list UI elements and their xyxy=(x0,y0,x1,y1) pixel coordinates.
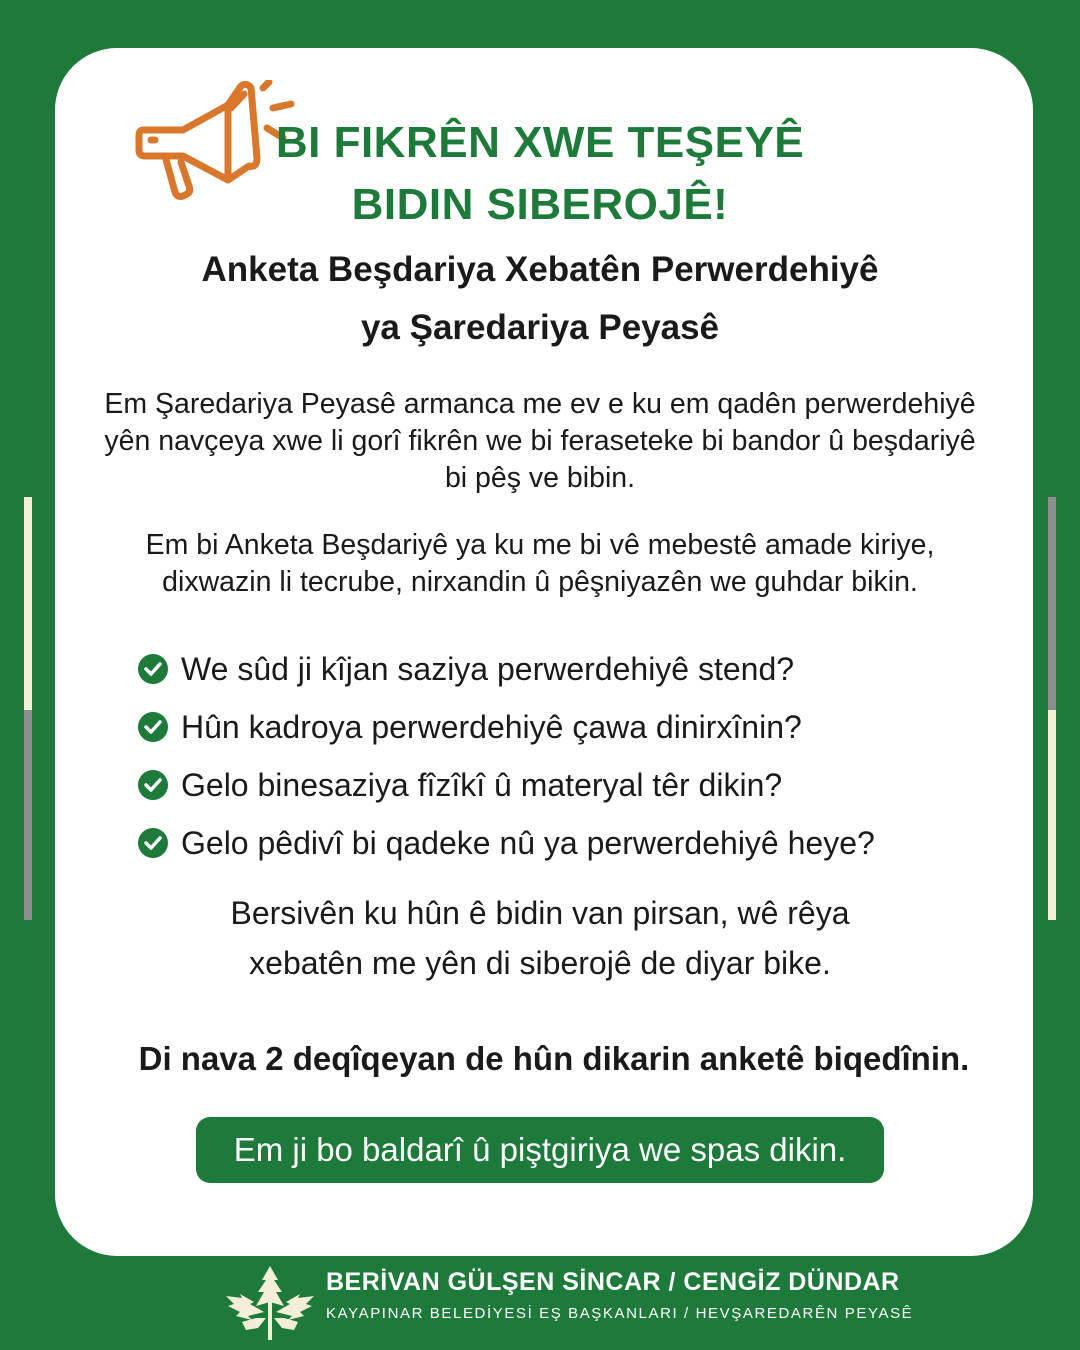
right-edge-bar-gray xyxy=(1048,497,1056,710)
closing-line-2: xebatên me yên di siberojê de diyar bike. xyxy=(249,945,831,981)
headline-line-2: BIDIN SIBEROJÊ! xyxy=(351,180,729,229)
headline-line-1: BI FIKRÊN XWE TEŞEYÊ xyxy=(275,118,805,167)
list-item xyxy=(138,814,998,872)
list-item xyxy=(138,698,998,756)
intro-paragraph-2: Em bi Anketa Beşdariyê ya ku me bi vê mebestê amade kiriye, dixwazin li tecrube, nirxandin û pêşniyazên we guhdar bikin. xyxy=(145,529,935,598)
list-item xyxy=(138,640,998,698)
list-item xyxy=(138,756,998,814)
check-circle-icon xyxy=(138,654,168,684)
right-edge-bar-light xyxy=(1048,710,1056,920)
check-circle-icon xyxy=(138,712,168,742)
left-edge-bar-gray xyxy=(24,710,32,920)
closing-text xyxy=(90,888,990,988)
question-text: Gelo binesaziya fîzîkî û materyal têr dikin? xyxy=(181,766,783,803)
subtitle-line-2: ya Şaredariya Peyasê xyxy=(360,308,720,347)
footer-names: BERİVAN GÜLŞEN SİNCAR / CENGİZ DÜNDAR xyxy=(326,1268,900,1296)
subtitle-line-1: Anketa Beşdariya Xebatên Perwerdehiyê xyxy=(201,250,879,289)
time-note: Di nava 2 deqîqeyan de hûn dikarin anketê biqedînin. xyxy=(138,1040,970,1077)
closing-line-1: Bersivên ku hûn ê bidin van pirsan, wê rêya xyxy=(230,895,850,931)
left-edge-bar-light xyxy=(24,497,32,710)
check-circle-icon xyxy=(138,770,168,800)
thanks-banner xyxy=(196,1117,884,1183)
question-text: Gelo pêdivî bi qadeke nû ya perwerdehiyê heye? xyxy=(181,824,875,861)
question-text: Hûn kadroya perwerdehiyê çawa dinirxînin? xyxy=(181,708,802,745)
check-circle-icon xyxy=(138,828,168,858)
question-list xyxy=(138,640,998,872)
intro-paragraph-1: Em Şaredariya Peyasê armanca me ev e ku em qadên perwerdehiyê yên navçeya xwe li gorî fikrên we bi feraseteke bi bandor û beşdariyê bi pêş ve bibin. xyxy=(104,388,976,494)
question-text: We sûd ji kîjan saziya perwerdehiyê stend? xyxy=(181,650,795,687)
leaf-emblem-icon xyxy=(222,1262,318,1342)
footer-subtitle: KAYAPINAR BELEDİYESİ EŞ BAŞKANLARI / HEVŞAREDARÊN PEYASÊ xyxy=(326,1305,914,1322)
thanks-text: Em ji bo baldarî û piştgiriya we spas dikin. xyxy=(233,1131,847,1168)
